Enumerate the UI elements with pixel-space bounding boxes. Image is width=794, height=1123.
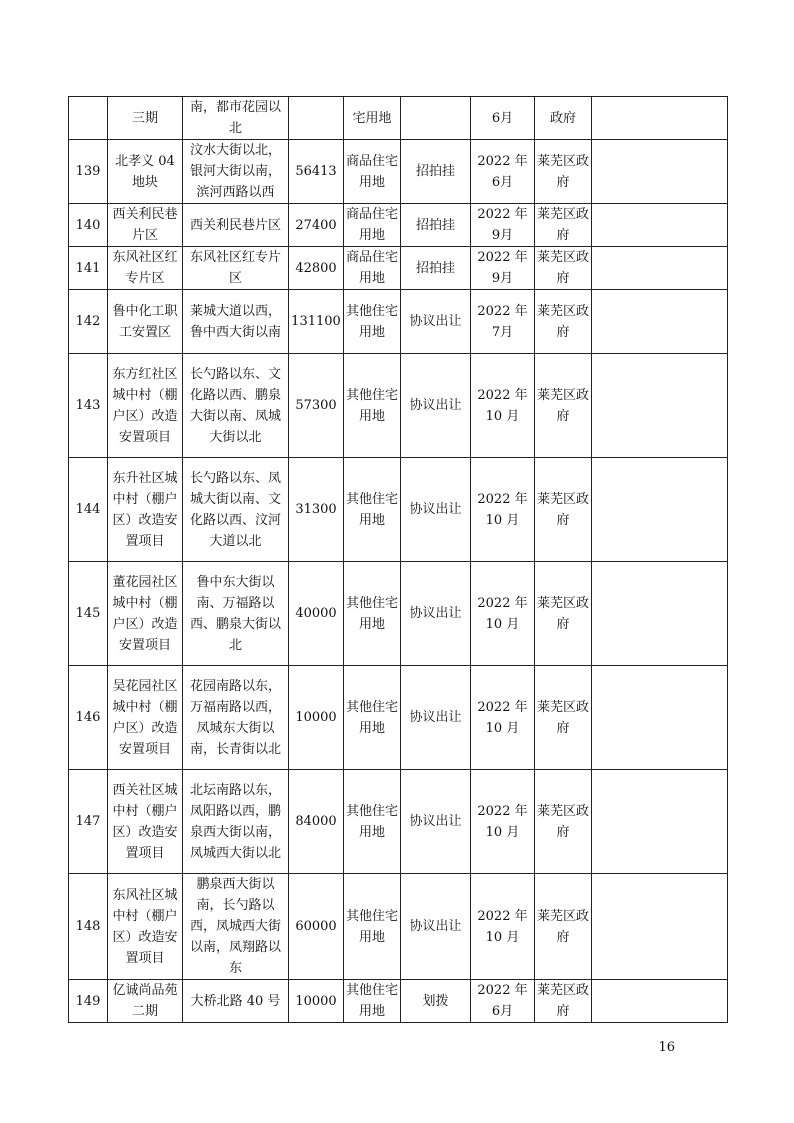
land-location-cell: 东风社区红专片区	[183, 247, 289, 290]
responsible-unit-cell: 莱芜区政府	[535, 247, 592, 290]
supply-time-cell: 2022 年 7月	[471, 290, 535, 354]
land-location-cell: 北坛南路以东，凤阳路以西，鹏泉西大街以南，凤城西大街以北	[183, 770, 289, 874]
table-row	[69, 204, 728, 247]
land-use-type-cell: 宅用地	[344, 97, 401, 140]
remarks-cell	[592, 247, 728, 290]
table-row	[69, 562, 728, 666]
land-use-type-cell: 其他住宅用地	[344, 458, 401, 562]
project-name-cell: 东升社区城中村（棚户区）改造安置项目	[108, 458, 183, 562]
land-area-cell: 10000	[289, 980, 344, 1023]
land-supply-table	[68, 96, 728, 1023]
supply-time-cell: 2022 年 10 月	[471, 458, 535, 562]
responsible-unit-cell: 莱芜区政府	[535, 666, 592, 770]
table-row	[69, 247, 728, 290]
table-row	[69, 874, 728, 980]
supply-time-cell: 2022 年 10 月	[471, 874, 535, 980]
project-name-cell: 三期	[108, 97, 183, 140]
land-location-cell: 鹏泉西大街以南，长勺路以西，凤城西大街以南，凤翔路以东	[183, 874, 289, 980]
responsible-unit-cell: 莱芜区政府	[535, 770, 592, 874]
responsible-unit-cell: 莱芜区政府	[535, 204, 592, 247]
remarks-cell	[592, 97, 728, 140]
responsible-unit-cell: 莱芜区政府	[535, 980, 592, 1023]
land-location-cell: 鲁中东大街以南、万福路以西、鹏泉大街以北	[183, 562, 289, 666]
table-row	[69, 980, 728, 1023]
row-number-cell: 140	[69, 204, 108, 247]
project-name-cell: 吴花园社区城中村（棚户区）改造安置项目	[108, 666, 183, 770]
remarks-cell	[592, 980, 728, 1023]
table-row	[69, 458, 728, 562]
responsible-unit-cell: 莱芜区政府	[535, 874, 592, 980]
supply-method-cell: 协议出让	[401, 354, 471, 458]
supply-method-cell: 协议出让	[401, 666, 471, 770]
responsible-unit-cell: 莱芜区政府	[535, 354, 592, 458]
responsible-unit-cell: 政府	[535, 97, 592, 140]
land-location-cell: 大桥北路 40 号	[183, 980, 289, 1023]
project-name-cell: 西关社区城中村（棚户区）改造安置项目	[108, 770, 183, 874]
remarks-cell	[592, 290, 728, 354]
table-row	[69, 97, 728, 140]
remarks-cell	[592, 204, 728, 247]
row-number-cell: 141	[69, 247, 108, 290]
supply-method-cell: 划拨	[401, 980, 471, 1023]
row-number-cell: 145	[69, 562, 108, 666]
supply-time-cell: 2022 年 9月	[471, 204, 535, 247]
row-number-cell: 149	[69, 980, 108, 1023]
land-location-cell: 长勺路以东、凤城大街以南、文化路以西、汶河大道以北	[183, 458, 289, 562]
land-location-cell: 西关利民巷片区	[183, 204, 289, 247]
project-name-cell: 西关利民巷片区	[108, 204, 183, 247]
row-number-cell: 147	[69, 770, 108, 874]
land-use-type-cell: 商品住宅用地	[344, 140, 401, 204]
row-number-cell: 142	[69, 290, 108, 354]
supply-method-cell: 协议出让	[401, 290, 471, 354]
responsible-unit-cell: 莱芜区政府	[535, 562, 592, 666]
page-number: 16	[658, 1040, 675, 1055]
supply-time-cell: 2022 年 9月	[471, 247, 535, 290]
project-name-cell: 北孝义 04 地块	[108, 140, 183, 204]
land-area-cell: 57300	[289, 354, 344, 458]
supply-method-cell: 协议出让	[401, 770, 471, 874]
supply-time-cell: 6月	[471, 97, 535, 140]
remarks-cell	[592, 458, 728, 562]
responsible-unit-cell: 莱芜区政府	[535, 140, 592, 204]
land-use-type-cell: 其他住宅用地	[344, 562, 401, 666]
supply-method-cell: 招拍挂	[401, 140, 471, 204]
row-number-cell: 139	[69, 140, 108, 204]
land-area-cell: 60000	[289, 874, 344, 980]
remarks-cell	[592, 666, 728, 770]
table-row	[69, 140, 728, 204]
remarks-cell	[592, 874, 728, 980]
land-area-cell: 27400	[289, 204, 344, 247]
land-area-cell	[289, 97, 344, 140]
land-area-cell: 10000	[289, 666, 344, 770]
land-area-cell: 40000	[289, 562, 344, 666]
land-use-type-cell: 商品住宅用地	[344, 204, 401, 247]
row-number-cell: 143	[69, 354, 108, 458]
supply-time-cell: 2022 年 10 月	[471, 666, 535, 770]
land-area-cell: 84000	[289, 770, 344, 874]
responsible-unit-cell: 莱芜区政府	[535, 290, 592, 354]
land-use-type-cell: 其他住宅用地	[344, 666, 401, 770]
land-use-type-cell: 其他住宅用地	[344, 874, 401, 980]
supply-time-cell: 2022 年 10 月	[471, 354, 535, 458]
land-area-cell: 56413	[289, 140, 344, 204]
remarks-cell	[592, 354, 728, 458]
project-name-cell: 亿诚尚品苑二期	[108, 980, 183, 1023]
supply-time-cell: 2022 年 6月	[471, 140, 535, 204]
project-name-cell: 董花园社区城中村（棚户区）改造安置项目	[108, 562, 183, 666]
supply-time-cell: 2022 年 10 月	[471, 770, 535, 874]
supply-time-cell: 2022 年 6月	[471, 980, 535, 1023]
land-use-type-cell: 其他住宅用地	[344, 980, 401, 1023]
table-row	[69, 354, 728, 458]
row-number-cell: 146	[69, 666, 108, 770]
table-row	[69, 290, 728, 354]
row-number-cell: 148	[69, 874, 108, 980]
supply-time-cell: 2022 年 10 月	[471, 562, 535, 666]
remarks-cell	[592, 562, 728, 666]
project-name-cell: 东风社区红专片区	[108, 247, 183, 290]
supply-method-cell: 招拍挂	[401, 204, 471, 247]
table-row	[69, 666, 728, 770]
land-use-type-cell: 商品住宅用地	[344, 247, 401, 290]
land-location-cell: 花园南路以东，万福南路以西，凤城东大街以南，长青街以北	[183, 666, 289, 770]
land-use-type-cell: 其他住宅用地	[344, 290, 401, 354]
supply-method-cell: 协议出让	[401, 874, 471, 980]
land-area-cell: 42800	[289, 247, 344, 290]
row-number-cell	[69, 97, 108, 140]
supply-method-cell: 招拍挂	[401, 247, 471, 290]
supply-method-cell	[401, 97, 471, 140]
supply-method-cell: 协议出让	[401, 458, 471, 562]
table-row	[69, 770, 728, 874]
project-name-cell: 东方红社区城中村（棚户区）改造安置项目	[108, 354, 183, 458]
remarks-cell	[592, 770, 728, 874]
land-location-cell: 汶水大街以北，银河大街以南，滨河西路以西	[183, 140, 289, 204]
land-location-cell: 莱城大道以西，鲁中西大街以南	[183, 290, 289, 354]
row-number-cell: 144	[69, 458, 108, 562]
project-name-cell: 鲁中化工职工安置区	[108, 290, 183, 354]
land-location-cell: 南，都市花园以北	[183, 97, 289, 140]
land-area-cell: 131100	[289, 290, 344, 354]
remarks-cell	[592, 140, 728, 204]
land-use-type-cell: 其他住宅用地	[344, 354, 401, 458]
land-use-type-cell: 其他住宅用地	[344, 770, 401, 874]
land-area-cell: 31300	[289, 458, 344, 562]
responsible-unit-cell: 莱芜区政府	[535, 458, 592, 562]
project-name-cell: 东风社区城中村（棚户区）改造安置项目	[108, 874, 183, 980]
table-body	[69, 97, 728, 1023]
supply-method-cell: 协议出让	[401, 562, 471, 666]
land-location-cell: 长勺路以东、文化路以西、鹏泉大街以南、凤城大街以北	[183, 354, 289, 458]
